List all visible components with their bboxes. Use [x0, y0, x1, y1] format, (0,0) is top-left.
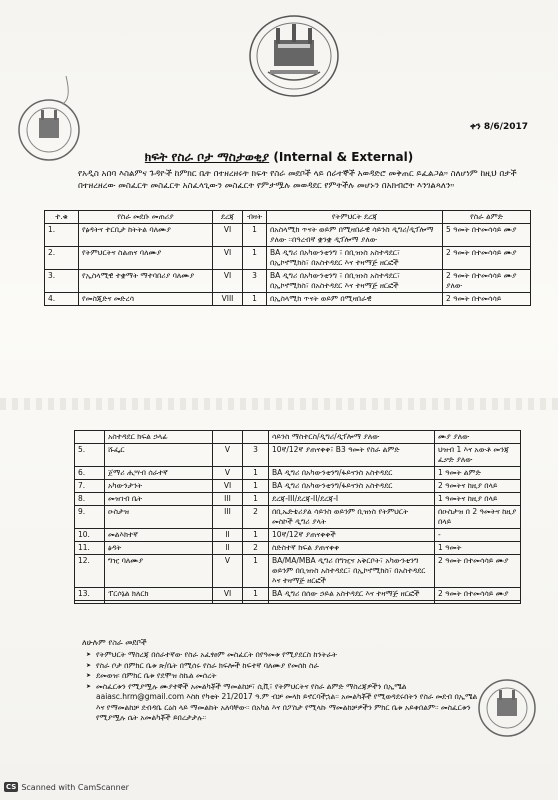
cell-grade: II	[213, 529, 243, 542]
page-title	[0, 150, 558, 165]
cell-experience: 1 ዓመት ልምድ	[435, 467, 521, 480]
cell-grade: VI	[213, 480, 243, 493]
cell-no: 12.	[75, 555, 105, 588]
cell-education: BA/MA/MBA ዲግሪ በግዢና አቅርቦት፣ አካውንቲንግ ወይንም በቢዝነስ አስተዳደር፣ በኢኮኖሚክስ፣ በአስተዳደር እና ተዛማጅ ዘርፎች	[269, 555, 435, 588]
cell-position: ሹፌር	[105, 444, 213, 467]
page-break-divider	[0, 398, 558, 410]
cell-experience: በዑስታዝ በ 2 ዓመትና ከዚያ በላይ	[435, 506, 521, 529]
cell-no: 4.	[45, 293, 79, 306]
header-grade: ደረጃ	[213, 211, 243, 224]
cell-no: 3.	[45, 270, 79, 293]
cell-position: ጀማሪ ሒሣብ ሰራተኛ	[105, 467, 213, 480]
cell-experience: 1 ዓመትና ከዚያ በላይ	[435, 493, 521, 506]
scanner-watermark	[4, 782, 129, 792]
table-row	[75, 506, 521, 529]
cell-grade: VI	[213, 224, 243, 247]
table-row	[75, 444, 521, 467]
cell-quantity	[243, 601, 269, 604]
cell-experience: 2 ዓመት በተመሳሳይ	[443, 293, 531, 306]
cell-position: ግዢ ባለሙያ	[105, 555, 213, 588]
cell-education: በኢስላሚክ ጥናት ወይም በሚዛበራዊ	[267, 293, 443, 306]
cell-position: አካውንታንት	[105, 480, 213, 493]
cell-grade	[213, 431, 243, 444]
cell-grade: VI	[213, 270, 243, 293]
cell-education: BA ዲግሪ በሰው ኃይል አስተዳደር እና ተዛማጅ ዘርፎች	[269, 588, 435, 601]
stamp-seal-right	[475, 662, 539, 748]
cell-no: 7.	[75, 480, 105, 493]
cell-quantity: 1	[243, 588, 269, 601]
header-no: ተ.ቁ	[45, 211, 79, 224]
cell-position: መዝገብ ቤት	[105, 493, 213, 506]
title-english: (Internal & External)	[273, 150, 414, 164]
cell-grade: VI	[213, 588, 243, 601]
table-header-row	[45, 211, 531, 224]
council-logo	[248, 14, 340, 100]
cell-no: 1.	[45, 224, 79, 247]
cell-education: ሳይንስ ማስተርስ/ዲግሪ/ዲፕሎማ ያለው	[269, 431, 435, 444]
cell-education: BA ዲግሪ በአካውንቲንግ/ፋይናንስ አስተዳደር	[269, 467, 435, 480]
cell-no: 13.	[75, 588, 105, 601]
cell-quantity: 2	[243, 542, 269, 555]
cell-position: ዑስታዝ	[105, 506, 213, 529]
cell-experience	[435, 601, 521, 604]
cell-experience: 2 ዓመት በተመሳሳይ ሙያ	[435, 555, 521, 588]
cell-position: ፅዳት	[105, 542, 213, 555]
cell-grade: VIII	[213, 293, 243, 306]
cell-position: የትምህርትና ስልጠና ባለሙያ	[79, 247, 213, 270]
table-row	[75, 529, 521, 542]
table-row	[75, 431, 521, 444]
cell-no	[75, 601, 105, 604]
cell-education: ስድስተኛ ክፍል ያጠናቀቀ	[269, 542, 435, 555]
table-row	[75, 601, 521, 604]
table-row	[75, 493, 521, 506]
intro-paragraph: የአዲስ አበባ እስልምና ጉዳዮች ከምክር ቤት በተዘረዘሩት ክፍት የስራ መደቦች ላይ ሰራተኞች አወዳድሮ መቅጠር ይፈልጋል። ስለሆነም ከዚህ በታች በተዘረዘረው መስፈርት መስፈርት አስፈላጊውን መስፈርት የምታሟሉ መወዳደር የምትችሉ መሆኑን በአክብሮት እንገልጻለን።	[78, 169, 517, 191]
list-item: ➤ የስራ ቦታ በምክር ቤቱ ጽ/ቤት በሚሰሩ የስራ ክፍሎች ከፍተኛ ባለሙያ የመሰከ ስራ	[86, 661, 486, 672]
cell-experience: ህዝብ 1 እና አውቶ መንጃ ፈቃድ ያለው	[435, 444, 521, 467]
cell-grade: II	[213, 542, 243, 555]
cell-grade: V	[213, 555, 243, 588]
camscanner-logo: CS	[6, 783, 17, 791]
list-item: ➤ ደመወዝ፡ በምክር ቤቱ የደሞዝ ስኬል መሰረት	[86, 671, 486, 682]
cell-grade: V	[213, 467, 243, 480]
table-row	[75, 480, 521, 493]
list-item: ➤ መስፈርቱን የሚያሟሉ ሙያተኞች አመልካቾች ማመልከቻ፣ ሲቪ፣ የትምህርትና የስራ ልምድ ማስረጃዎችን በኢሜል aaiasc.hrm@gmail.com እስከ የካቲት 21/2017 ዓ.ም ብቻ መላክ ይኖርባችኋል። አመልካቾች የሚወዳደሩበትን የስራ መደብ በኢሜል እና የማመልከቻ ደብዳቤ ርዕስ ላይ ማመልከት አለባቸው። በአካል እና በፖስታ የሚላኩ ማመልከቻዎችን ምክር ቤቱ አይቀበልም። መስፈርቱን የሚያሟሉ ሴት አመልካቾች ይበረታታሉ።	[86, 682, 486, 724]
cell-quantity: 1	[243, 555, 269, 588]
cell-experience: 5 ዓመት በተመሳሳይ ሙያ	[443, 224, 531, 247]
cell-education: ደረጃ-III/ደረጃ-II/ደረጃ-I	[269, 493, 435, 506]
cell-quantity: 1	[243, 224, 267, 247]
cell-quantity: 1	[243, 493, 269, 506]
cell-position: የፅዳትና ተርቢታ ከትትል ባለሙያ	[79, 224, 213, 247]
cell-experience: 2 ዓመት በተመሳሳይ ሙያ	[443, 247, 531, 270]
header-experience: የስራ ልምድ	[443, 211, 531, 224]
cell-quantity: 3	[243, 270, 267, 293]
cell-experience: ሙያ ያለው	[435, 431, 521, 444]
cell-position	[105, 601, 213, 604]
cell-experience: 2 ዓመት በተመሳሳይ ሙያ ያለው	[443, 270, 531, 293]
cell-education: BA ዲግሪ በአካውንቲንግ ፣ በቢዝነስ አስተዳደር፣ በኢኮኖሚክስ፣ በአስተዳደር እና ተዛማጅ ዘርፎች	[267, 247, 443, 270]
table-row	[75, 555, 521, 588]
cell-grade	[213, 601, 243, 604]
cell-education: በአስላሚክ ጥናት ወይም በሚዛበራዊ ሳይንስ ዲግሪ/ዲፕሎማ ያለው ።በዓረብኛ ቋንቋ ዲፕሎማ ያለው	[267, 224, 443, 247]
cell-education: 10ኛ/12ኛ ያጠናቀቀ፣ B3 ዓመት የስራ ልምድ	[269, 444, 435, 467]
table-row	[45, 293, 531, 306]
cell-no: 9.	[75, 506, 105, 529]
cell-quantity: 1	[243, 480, 269, 493]
table-row	[45, 224, 531, 247]
table-row	[75, 588, 521, 601]
cell-grade: III	[213, 506, 243, 529]
cell-education	[269, 601, 435, 604]
list-item: ➤ የትምህርት ማስረጃ በሰራተኛው የስራ አፈፃፀም መስፈርት በየዓመቱ የሚያደርስ ከንትራት	[86, 650, 486, 661]
cell-education: BA ዲግሪ በአካውንቲንግ ፣ በቢዝነስ አስተዳደር፣ በኢኮኖሚክስ፣ በአስተዳደር እና ተዛማጅ ዘርፎች	[267, 270, 443, 293]
header-education: የትምህርት ደረጃ	[267, 211, 443, 224]
announcement-date: ቀን 8/6/2017	[469, 122, 528, 132]
cell-education: 10ኛ/12ኛ ያጠናቀቀች	[269, 529, 435, 542]
table-row	[45, 247, 531, 270]
vacancy-table-top	[44, 210, 531, 306]
cell-position: የመስጂድና መድረሳ	[79, 293, 213, 306]
cell-no: 5.	[75, 444, 105, 467]
cell-quantity: 1	[243, 529, 269, 542]
cell-education: BA ዲግሪ በአካውንቲንግ/ፋይናንስ አስተዳደር	[269, 480, 435, 493]
table-row	[75, 467, 521, 480]
cell-no: 6.	[75, 467, 105, 480]
notes-title: ለሁሉም የስራ መደቦች	[82, 638, 147, 647]
cell-quantity: 1	[243, 467, 269, 480]
table-row	[45, 270, 531, 293]
notes-list	[86, 650, 486, 724]
cell-grade: VI	[213, 247, 243, 270]
cell-experience: 2 ዓመት በተመሳሳይ ሙያ	[435, 588, 521, 601]
cell-no: 2.	[45, 247, 79, 270]
cell-experience: 1 ዓመት	[435, 542, 521, 555]
cell-quantity: 3	[243, 444, 269, 467]
cell-quantity: 1	[243, 247, 267, 270]
scanner-watermark-text: Scanned with CamScanner	[21, 782, 129, 792]
cell-grade: V	[213, 444, 243, 467]
cell-position: የኢስላሚዊ ተቋማት ማተባበሪያ ባለሙያ	[79, 270, 213, 293]
cell-grade: III	[213, 493, 243, 506]
cell-experience: 2 ዓመትና ከዚያ በላይ	[435, 480, 521, 493]
cell-quantity: 1	[243, 293, 267, 306]
cell-no: 10.	[75, 529, 105, 542]
cell-no: 11.	[75, 542, 105, 555]
cell-experience: -	[435, 529, 521, 542]
title-amharic: ክፍት የስራ ቦታ ማስታወቂያ	[144, 150, 270, 164]
vacancy-table-bottom	[74, 430, 521, 604]
cell-position: ፐርሶኔል ክለርክ	[105, 588, 213, 601]
cell-no: 8.	[75, 493, 105, 506]
cell-quantity	[243, 431, 269, 444]
table-row	[75, 542, 521, 555]
cell-position: መልእክተኛ	[105, 529, 213, 542]
cell-no	[75, 431, 105, 444]
cell-quantity: 2	[243, 506, 269, 529]
cell-education: በቢኤድቴሪያል ሳይንስ ወይንም ቢዝነስ የትምህርት መስኮች ዲግሪ ያላት	[269, 506, 435, 529]
header-quantity: ብዛት	[243, 211, 267, 224]
header-position: የስራ መደቡ መጠሪያ	[79, 211, 213, 224]
cell-position: አስተዳደር ክፍል ኃላፊ	[105, 431, 213, 444]
